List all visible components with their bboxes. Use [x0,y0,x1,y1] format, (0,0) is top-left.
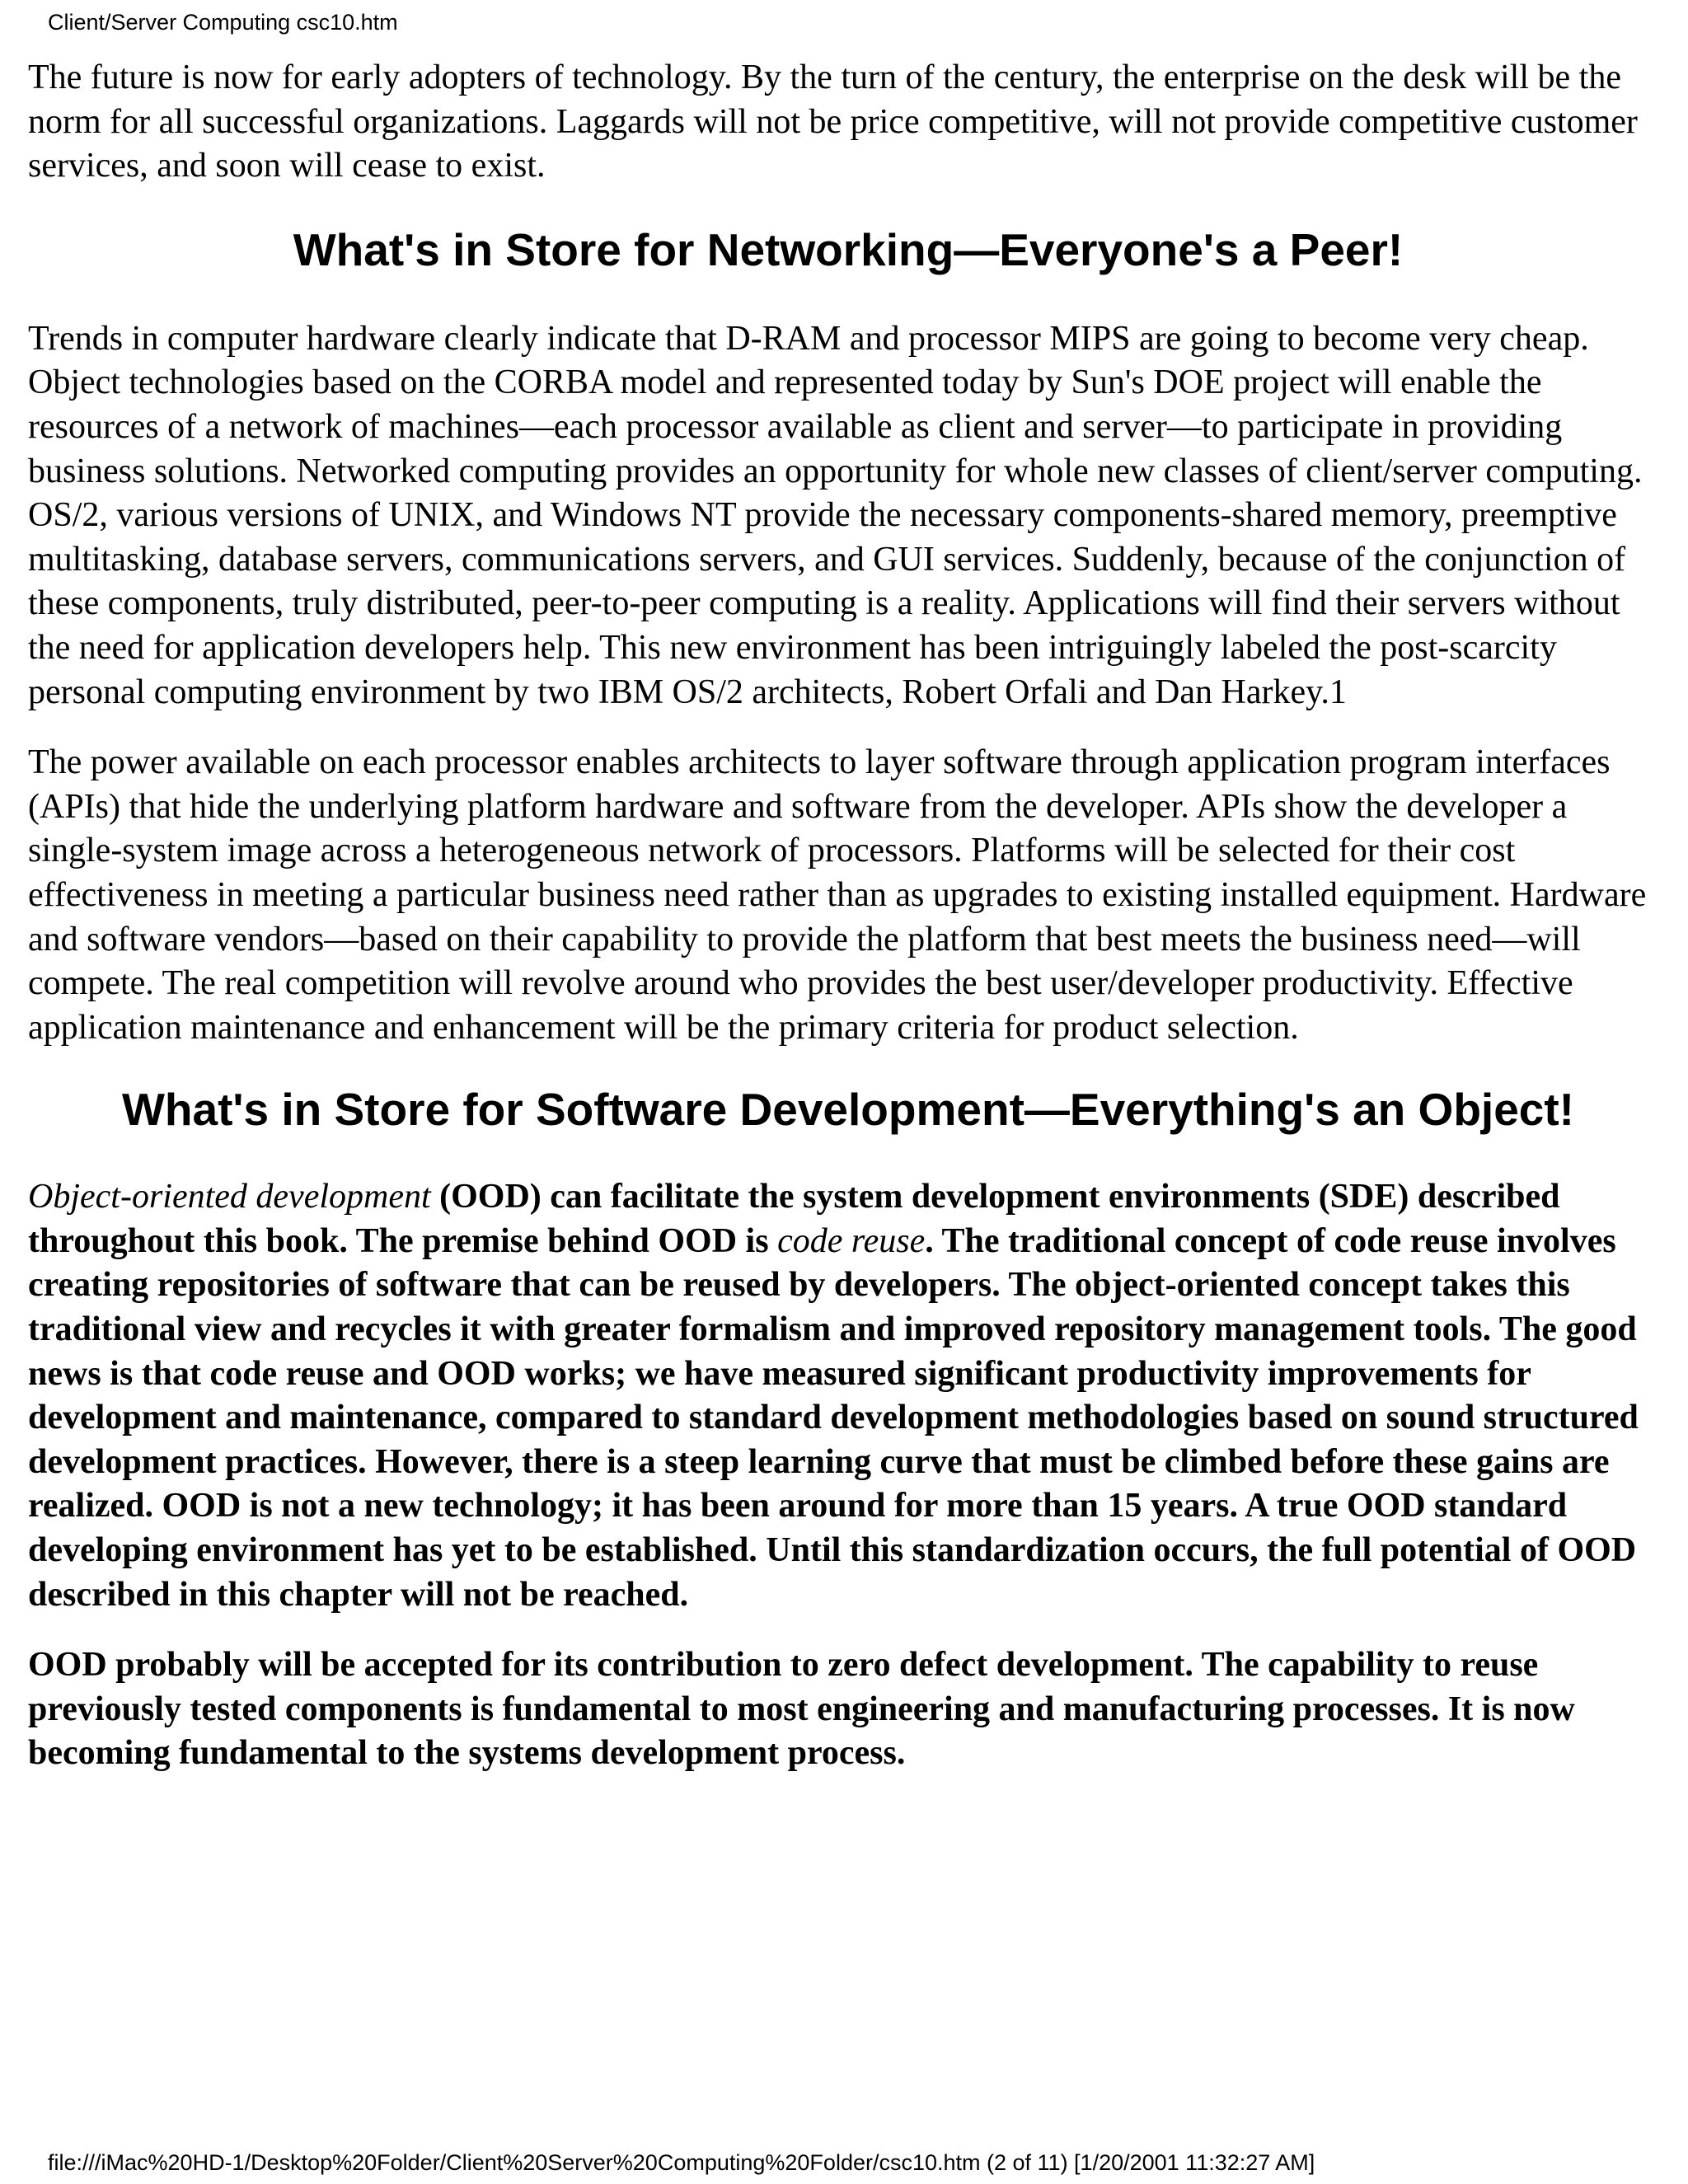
document-footer-url: file:///iMac%20HD-1/Desktop%20Folder/Client%20Server%20Computing%20Folder/csc10.htm (2 of 11) [1/20/2001 11:32:27 AM] [48,2150,1315,2175]
networking-heading: What's in Store for Networking—Everyone's a Peer! [293,223,1404,275]
software-paragraph-1 [28,1175,1668,1617]
document-header-title: Client/Server Computing csc10.htm [48,10,398,35]
software-paragraph-1-part-2: . The traditional concept of code reuse involves creating repositories of software that can be reused by developers. The object-oriented concept takes this traditional view and recycles it with greater formalism and improved repository management tools. The good news is that code reuse and OOD works; we have measured significant productivity improvements for development and maintenance, compared to standard development methodologies based on sound structured development practices. However, there is a steep learning curve that must be climbed before these gains are realized. OOD is not a new technology; it has been around for more than 15 years. A true OOD standard developing environment has yet to be established. Until this standardization occurs, the full potential of OOD described in this chapter will not be reached. [28,1221,1639,1614]
code-reuse-term: code reuse [777,1221,926,1260]
software-paragraph-2: OOD probably will be accepted for its contribution to zero defect development. The capability to reuse previously tested components is fundamental to most engineering and manufacturing processes. It is now becoming fundamental to the systems development process. [28,1646,1575,1773]
intro-paragraph: The future is now for early adopters of technology. By the turn of the century, the enterprise on the desk will be the norm for all successful organizations. Laggards will not be price competitive, will not provide competitive customer services, and soon will cease to exist. [28,59,1638,185]
software-heading: What's in Store for Software Development—Everything's an Object! [121,1084,1574,1136]
software-paragraph-1-part-1: (OOD) can facilitate the system development environments (SDE) described throughout this book. The premise behind OOD is [28,1178,1560,1260]
ood-term: Object-oriented development [28,1178,431,1216]
networking-paragraph-1: Trends in computer hardware clearly indicate that D-RAM and processor MIPS are going to become very cheap. Object technologies based on the CORBA model and represented today by Sun's DOE project will enable the resources of a network of machines—each processor available as client and server—to participate in providing business solutions. Networked computing provides an opportunity for whole new classes of client/server computing. OS/2, various versions of UNIX, and Windows NT provide the necessary components-shared memory, preemptive multitasking, database servers, communications servers, and GUI services. Suddenly, because of the conjunction of these components, truly distributed, peer-to-peer computing is a reality. Applications will find their servers without the need for application developers help. This new environment has been intriguingly labeled the post-scarcity personal computing environment by two IBM OS/2 architects, Robert Orfali and Dan Harkey.1 [28,319,1643,711]
document-body [28,56,1668,1776]
networking-paragraph-2: The power available on each processor enables architects to layer software through application program interfaces (APIs) that hide the underlying platform hardware and software from the developer. APIs show the developer a single-system image across a heterogeneous network of processors. Platforms will be selected for their cost effectiveness in meeting a particular business need rather than as upgrades to existing installed equipment. Hardware and software vendors—based on their capability to provide the platform that best meets the business need—will compete. The real competition will revolve around who provides the best user/developer productivity. Effective application maintenance and enhancement will be the primary criteria for product selection. [28,743,1647,1047]
